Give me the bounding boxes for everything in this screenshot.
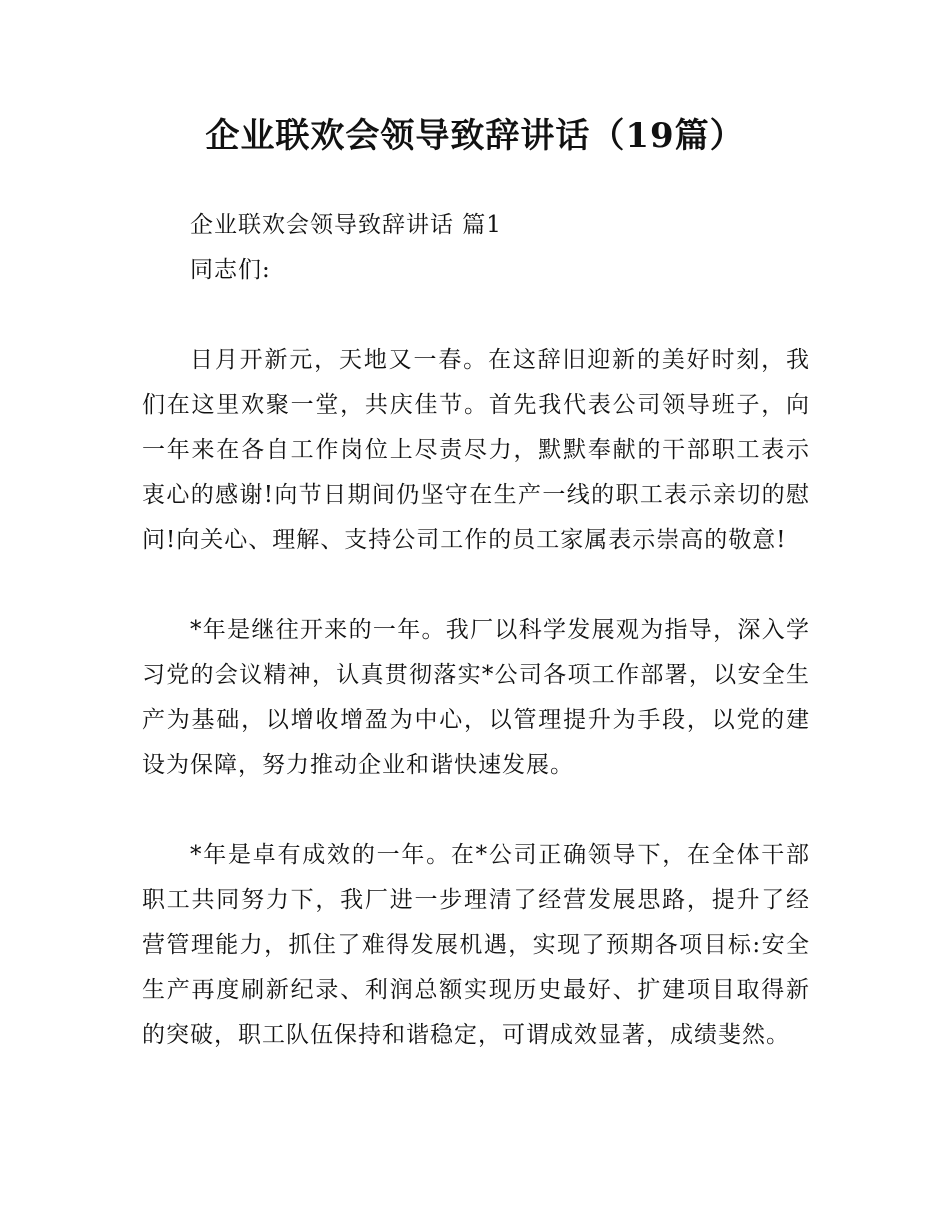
paragraph-3: *年是卓有成效的一年。在*公司正确领导下，在全体干部职工共同努力下，我厂进一步理清了经营发展思路，提升了经营管理能力，抓住了难得发展机遇，实现了预期各项目标:安全生产再度刷新纪录、利润总额实现历史最好、扩建项目取得新的突破，职工队伍保持和谐稳定，可谓成效显著，成绩斐然。	[142, 842, 810, 1048]
greeting: 同志们:	[190, 257, 271, 283]
paragraph-2: *年是继往开来的一年。我厂以科学发展观为指导，深入学习党的会议精神，认真贯彻落实*公司各项工作部署，以安全生产为基础，以增收增盈为中心，以管理提升为手段，以党的建设为保障，努力推动企业和谐快速发展。	[142, 617, 810, 778]
paragraph-1: 日月开新元，天地又一春。在这辞旧迎新的美好时刻，我们在这里欢聚一堂，共庆佳节。首先我代表公司领导班子，向一年来在各自工作岗位上尽责尽力，默默奉献的干部职工表示衷心的感谢!向节日期间仍坚守在生产一线的职工表示亲切的慰问!向关心、理解、支持公司工作的员工家属表示崇高的敬意!	[142, 347, 810, 553]
paragraph-spacer	[142, 788, 810, 833]
section-heading: 企业联欢会领导致辞讲话 篇1	[190, 212, 502, 238]
paragraph-spacer	[142, 293, 810, 338]
document-title: 企业联欢会领导致辞讲话（19篇）	[205, 116, 745, 156]
paragraph-spacer	[142, 563, 810, 608]
document-body	[142, 203, 810, 1058]
